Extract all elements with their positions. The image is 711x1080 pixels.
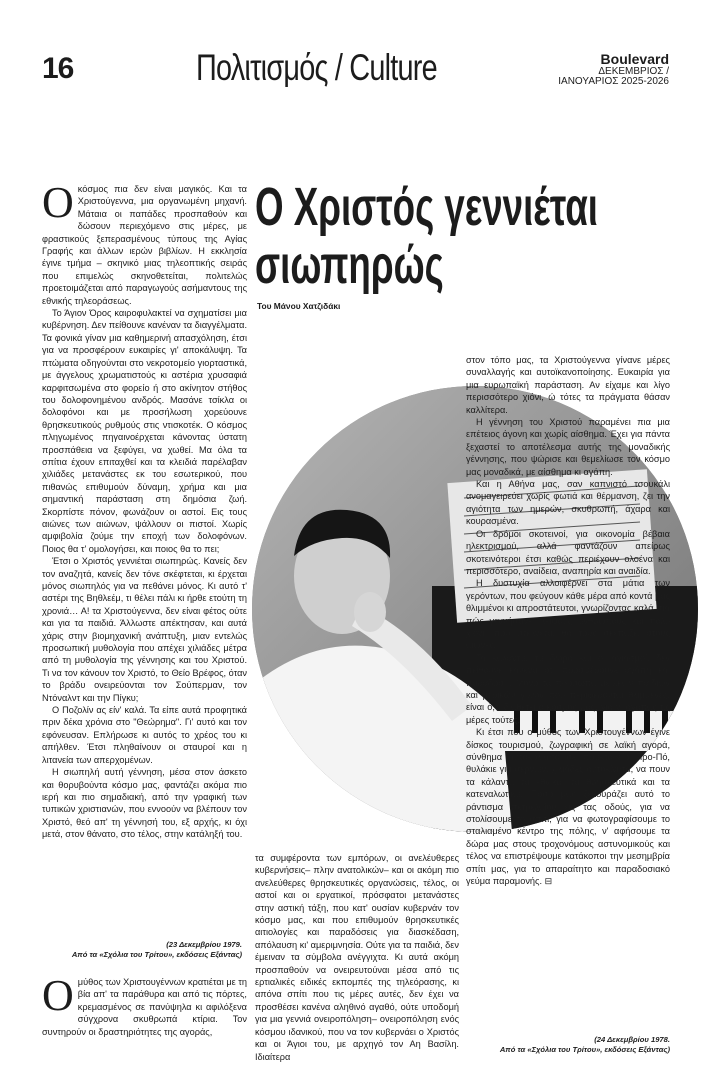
paragraph: Η δυστυχία αλλοιφέρνει στα μάτια των γερόντων, που φεύγουν κάθε μέρα από κοντά μας θλιμμένοι κι απροστάτευτοι, γνωρίζοντας καλά πια πώς γεννήσανε, λειψούς ανθρώπους και πολύ χιόνι, που στέλνεται θα τους σκεπάζει στους αιώνες. <box>466 578 670 651</box>
paragraph: Η γέννηση του Χριστού παραμένει πια μια επέτειος άγονη και χωρίς αίσθημα. Έχει για πάντα ξεχαστεί το αποτέλεσμα αυτής της μοναδικής γέννησης, που ψώρισε και θεμελίωσε τον κόσμο μας μοναδικά, με αίσθημα κι αγάπη. <box>466 417 670 477</box>
drop-cap: Ο <box>42 178 74 227</box>
paragraph: Κι έτσι που ο μύθος των Χριστουγέννων έγινε δίσκος τουρισμού, ζωγραφική σε λαϊκή αγορά, σύνθημα αυτοκόλλητο σε πρακτορείο Προ-Πό, θυλάκιε για σερνιάνι χιλιάδες αυτοκίνητα, να πουν τα κάλαντα τα εθνικά, τα θρησκευτικά και τα κατεναλωτικά. Πόσο μας ξεκουράζει αυτό το ράντισμα πετρελαίου εις τας οδούς, για να στολίσουμε το σπίτι, για να φωτογραφίσουμε το σταλιαμένο κέντρο της πόλης, ν' αφήσουμε τα δώρα μας στους τροχονόμους αστυνομικούς και τέλος να επιστρέψουμε κατάκοποι την μεσημβρία σπίτι μας, για το απαραίτητο και παραδοσιακό γεύμα παραμονής. <box>466 727 670 887</box>
paragraph: κόσμος πια δεν είναι μαγικός. Και τα Χριστούγεννα, μια οργανωμένη μηχανή. Μάταια οι παπάδες προσπαθούν και δώσουν περιεχόμενο στις μέρες, με φραστικούς ξεπερασμένους τύπους της Αγίας Γραφής και άλλων ιερών βιβλίων. Η εκκλησία έγινε τμήμα – σκηνικό μιας τηλεοπτικής σειράς που επιμελώς σκηνοθετείται, πολιτελώς προετοιμάζεται από παραγωγούς ασήμαντους της εθνικής τηλεοράσεως. <box>42 184 247 306</box>
signature-source: Από τα «Σχόλια του Τρίτου», εκδόσεις Εξάντας) <box>71 950 242 959</box>
paragraph: τα συμφέροντα των εμπόρων, οι ανελέυθερες κυβερνήσεις– πλην ανατολικών– και οι ακόμη πιο ανελεύθερες θρησκευτικές οργανώσεις, τέλος, οι αστοί και οι εργατικοί, πρόσφατοι μετανάστες στην αστική τάξη, που κατ' ουσίαν κυβερνάν τον κόσμο μας, και που επιθυμούν θρησκευτικές αιτιολογίες και παραδόσεις για διασκέδαση, απόλαυση κι' αμεριμνησία. Ούτε για τα παιδιά, δεν έμειναν τα σύμβολα ανέγγιχτα. Κι αυτά ακόμη προσπαθούν να ονειρευτούναι μέσα από τις ερτιαλικές ειδικές εκπομπές της τηλεόρασης, κι απόνα σπίτι που τις μέρες αυτές, δεν έχει να προσθέσει κανένα αληθινό αγαθό, ούτε υποδομή για μια γεννιά ονειροπόληση– ονειροπόληση ενός κόσμου ιδανικού, που να τον κυβερνάει ο Χριστός και οι Άγιοι του, με αρχηγό τον Αη Βασίλη. Ιδιαίτερα <box>255 853 459 1062</box>
right-signature <box>470 1035 670 1055</box>
left-bottom-column <box>42 971 247 1038</box>
left-signature <box>42 940 242 960</box>
end-mark-icon: ⊟ <box>544 876 553 887</box>
paragraph: μύθος των Χριστουγέννων κρατιέται με τη βία απ' τα παράθυρα και από τις πόρτες, κρεμασμένος σε πανύψηλα κι αφιλόξενα σύγχρονα σκυθρωπά κτίρια. Τον συντηρούν οι δραστηριότητες της αγοράς, <box>42 977 247 1037</box>
issue-date-line1: ΔΕΚΕΜΒΡΙΟΣ / <box>598 65 669 77</box>
issue-date-line2: ΙΑΝΟΥΑΡΙΟΣ 2025-2026 <box>558 76 669 88</box>
title-line-2: σιωπηρώς <box>255 235 444 296</box>
signature-source: Από τα «Σχόλια του Τρίτου», εκδόσεις Εξάντας) <box>499 1045 670 1054</box>
paragraph: Έτσι ο Χριστός γεννιέται σιωπηρώς. Κανείς δεν τον αναζητά, κανείς δεν τόνε σκέφτεται, κι έρχεται μόνος σιωπηλός για να πεθάνει μόνος. Κι αυτό τ' αστέρι της Βηθλεέμ, τι θέλει πάλι κι ήρθε ετούτη τη χρονιά… Α! τα Χριστούγεννα, δεν είναι φέτος ούτε και για τα παιδιά. Άλλωστε απέκτησαν, και αυτά χάρις στην βιομηχανική ανάπτυξη, μιαν εντελώς προσωπική μυθολογία που απέχει χιλιάδες μέτρα από τη μυθολογία της γέννησης και του Χριστού. Τι να τον κάνουν τον Χριστό, το Θείο Βρέφος, όταν το βράδυ ονειρεύονται τον Σούπερμαν, τον Ντόναλντ και την Πίγκυ; <box>42 556 247 703</box>
paragraph: Τα κάλαντα, τα δώρα και οι αγιασμοί, δεν πείθουνε κανένα ότι προσφέρουνε αγάπη και παράδοση. Μόνο τα πρόσωπα μερικών παιδιών και μερικών γριών που περιφέρονται θλιμμένες, είναι ό,τι διαθέτει ο κόσμος μας, για ν' αγαπάς τις μέρες τούτες. <box>466 652 670 725</box>
paragraph: Το Άγιον Όρος καιροφυλακτεί να σχηματίσει μια κυβέρνηση. Δεν πείθουνε κανέναν τα διαγγέλματα. Τα φονικά γίναν μια καθημερινή απασχόληση, έτσι για να προσφέρουν ευκαιρίες γι' αποκάλυψη. Τα πτώματα οδηγούνται στο νεκροτομείο γιορταστικά, με άγγελους χρωματιστούς κι αστέρια χρυσαφιά καρφιτσωμένα στο φορείο ή στο ακίνητον στήθος του δολοφονημένου ανδρός. Μασάνε τσίκλα οι δολοφόνοι και με προσήλωση χορεύουνε θρησκευτικούς ρυθμούς στις ντισκοτέκ. Ο κόσμος πληγωμένος πηγαινοέρχεται κάνοντας ύστατη προσπάθεια να ξεφύγει, να χωθεί. Μα όλα τα σπίτια έχουν επιταχθεί και τα κλειδιά παρέλαβαν χιλιάδες μετανάστες εκ του εσωτερικού, που πιθανώς επιθυμούν δύναμη, χρήμα και μια σημαντική παράσταση στη δημόσια ζωή. Σκορπίστε πόνον, φωνάζουν οι αστοί. Εις τους αιώνες των αιώνων, ψάλλουν οι πιστοί. Χωρίς αμφιβολία ζούμε την εποχή των δολοφόνων. Ποιος θα τ' ομολογήσει, και ποιος θα το πει; <box>42 308 247 554</box>
author-byline: Του Μάνου Χατζιδάκι <box>257 301 341 311</box>
middle-column <box>255 852 459 1063</box>
article-title <box>255 178 598 295</box>
paragraph: Ο Ποζολίν ας είν' καλά. Τα είπε αυτά προφητικά πριν δέκα χρόνια στο "Θεώρημα". Γι' αυτό και τον εφόνευσαν. Επλήρωσε κι αυτός το χρέος του κι απήλθεν. Έτσι πληθαίνουν οι σταυροί και η λιτανεία των απερχομένων. <box>42 705 247 765</box>
paragraph: Η σιωπηλή αυτή γέννηση, μέσα στον άσκετο και θορυβούντα κόσμο μας, φαντάζει ακόμα πιο ιερή και πιο σημαδιακή, από την γραφική των τυπικών χριστιανών, που εννοούν να βλέπουν τον Χριστό, θεό απ' τη γέννησή του, εξ αρχής, κι όχι μετά, στον θάνατο, στο τέλος, στην κατάληξή του. <box>42 767 247 840</box>
page-number: 16 <box>42 52 74 85</box>
masthead <box>558 52 669 88</box>
signature-date: (23 Δεκεμβρίου 1979. <box>166 940 242 949</box>
paragraph: Οι δρόμοι σκοτεινοί, για οικονομία βέβαια ηλεκτρισμού, αλλά φαντάζουν απείρως σκοτεινότεροι έτσι καθώς περιέχουν ολοένα και περισσότερο, αναίδεια, αναπηρία και αναιδία. <box>466 528 670 576</box>
signature-date: (24 Δεκεμβρίου 1978. <box>594 1035 670 1044</box>
right-column <box>466 354 670 887</box>
paragraph: στον τόπο μας, τα Χριστούγεννα γίνανε μέρες συναλλαγής και αυτοϊκανοποίησης. Ευκαιρία για μια ευρωπαϊκή παράσταση. Αν είχαμε και λίγο περισσότερο χιόνι, ώ τότες τα πράγματα θάσαν καλλίτερα. <box>466 355 670 415</box>
brand-name: Boulevard <box>600 51 669 67</box>
title-line-1: Ο Χριστός γεννιέται <box>255 177 599 237</box>
left-column <box>42 178 247 841</box>
drop-cap: Ο <box>42 971 74 1020</box>
paragraph: Και η Αθήνα μας, σαν καπνιστό τσουκάλι ανομαγειρεύει χωρίς φωτιά και θέρμανση, ζει την αγιότητα των ημερών, σκυθρωπή, άχαρα και κουρασμένα. <box>466 479 670 527</box>
section-title: Πολιτισμός / Culture <box>196 47 437 88</box>
